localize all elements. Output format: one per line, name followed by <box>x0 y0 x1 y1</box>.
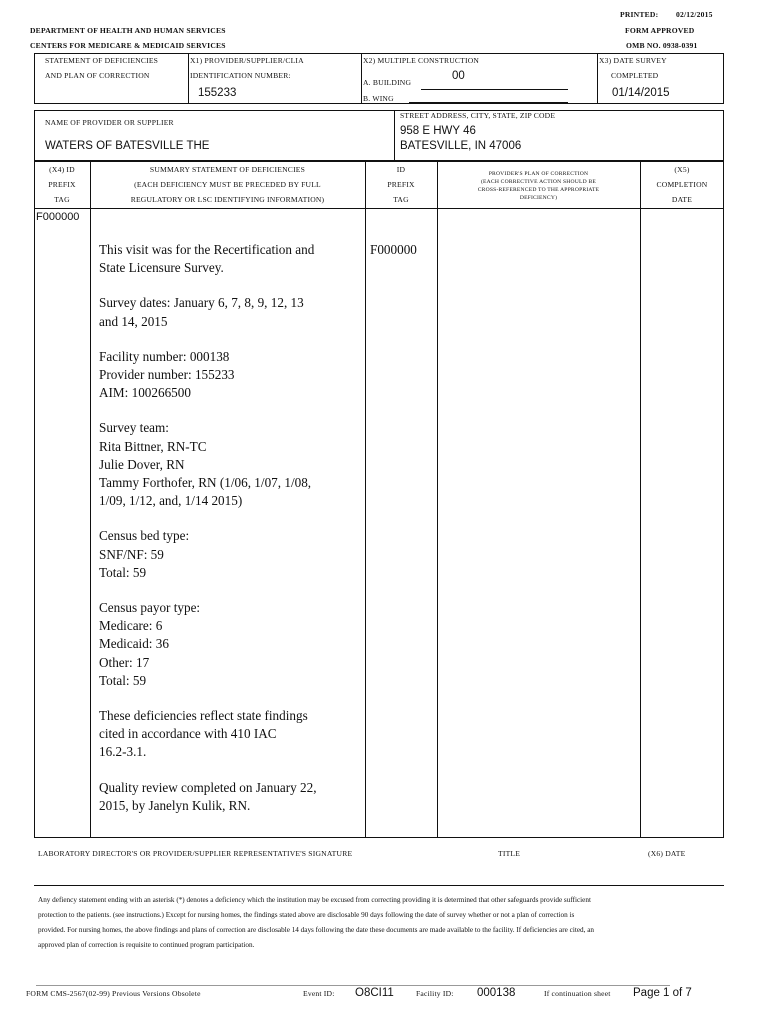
date-label: (X6) DATE <box>648 849 686 858</box>
col-plan-1: PROVIDER'S PLAN OF CORRECTION <box>488 171 589 177</box>
address-line-1: 958 E HWY 46 <box>400 125 476 137</box>
paragraph-visit: This visit was for the Recertification and State Licensure Survey. <box>99 242 315 276</box>
id-tag: F000000 <box>370 242 417 257</box>
building-label: A. BUILDING <box>363 78 412 87</box>
omb-number: OMB NO. 0938-0391 <box>626 41 698 50</box>
event-id-value: O8CI11 <box>355 987 394 999</box>
provider-name-value: WATERS OF BATESVILLE THE <box>45 140 210 152</box>
signature-label: LABORATORY DIRECTOR'S OR PROVIDER/SUPPLIER REPRESENTATIVE'S SIGNATURE <box>38 849 353 858</box>
building-underline <box>421 89 568 90</box>
col-summary-3: REGULATORY OR LSC IDENTIFYING INFORMATION) <box>130 195 325 204</box>
x1-label-2: IDENTIFICATION NUMBER: <box>190 71 291 80</box>
col-x4-2: PREFIX <box>48 180 76 189</box>
col-plan-2: (EACH CORRECTIVE ACTION SHOULD BE <box>480 179 597 185</box>
provider-name-label: NAME OF PROVIDER OR SUPPLIER <box>45 118 174 127</box>
paragraph-quality-review: Quality review completed on January 22, 2015, by Janelyn Kulik, RN. <box>99 779 317 813</box>
col-id-2: PREFIX <box>387 180 415 189</box>
building-value: 00 <box>452 70 465 82</box>
printed-label: PRINTED: <box>620 10 659 19</box>
footer-rule <box>36 985 670 986</box>
paragraph-dates: Survey dates: January 6, 7, 8, 9, 12, 13 and 14, 2015 <box>99 295 304 329</box>
form-approved: FORM APPROVED <box>625 26 695 35</box>
col-plan-3: CROSS-REFERENCED TO THE APPROPRIATE <box>477 187 600 193</box>
department-title: DEPARTMENT OF HEALTH AND HUMAN SERVICES <box>30 26 226 35</box>
summary-statement <box>99 241 361 815</box>
x2-label: X2) MULTIPLE CONSTRUCTION <box>363 56 480 65</box>
paragraph-findings: These deficiencies reflect state findings cited in accordance with 410 IAC 16.2-3.1. <box>99 708 308 760</box>
prefix-tag: F000000 <box>36 211 80 223</box>
col-plan-4: DEFICIENCY) <box>519 195 558 201</box>
col-id-3: TAG <box>393 195 409 204</box>
event-id-label: Event ID: <box>303 989 335 998</box>
disclaimer-text: Any defiency statement ending with an asterisk (*) denotes a deficiency which the institution may be excused from correcting providing it is determined that other safeguards provide sufficient protection to the patients. (see instructions.) Except for nursing homes, the findings stated above are disclosable 90 days following the date of survey whether or not a plan of correction is provided. For nursing homes, the above findings and plans of correction are disclosable 14 days following the date these documents are made available to the facility. If deficiencies are cited, an approved plan of correction is requisite to continued program participation. <box>38 896 594 949</box>
x1-label-1: X1) PROVIDER/SUPPLIER/CLIA <box>190 56 304 65</box>
signature-divider <box>34 885 724 886</box>
col-x5-1: (X5) <box>674 165 690 174</box>
col-x4-3: TAG <box>54 195 70 204</box>
col-summary-2: (EACH DEFICIENCY MUST BE PRECEDED BY FULL <box>134 180 321 189</box>
date-survey-value: 01/14/2015 <box>612 87 670 99</box>
statement-label-2: AND PLAN OF CORRECTION <box>45 71 150 80</box>
paragraph-facility: Facility number: 000138 Provider number: 155233 AIM: 100266500 <box>99 348 235 401</box>
continuation-label: If continuation sheet <box>544 989 611 998</box>
table-header-divider <box>34 208 724 209</box>
col-summary-1: SUMMARY STATEMENT OF DEFICIENCIES <box>149 165 306 174</box>
form-name: FORM CMS-2567(02-99) Previous Versions Obsolete <box>26 989 201 998</box>
paragraph-team: Survey team: Rita Bittner, RN-TC Julie Dover, RN Tammy Forthofer, RN (1/06, 1/07, 1/08, 1/09, 1/12, and, 1/14 2015) <box>99 420 312 509</box>
address-line-2: BATESVILLE, IN 47006 <box>400 140 522 152</box>
title-label: TITLE <box>498 849 521 858</box>
col-id-1: ID <box>396 165 406 174</box>
facility-id-value: 000138 <box>477 987 516 999</box>
x3-label-2: COMPLETED <box>611 71 659 80</box>
wing-label: B. WING <box>363 94 394 103</box>
wing-underline <box>409 102 568 103</box>
x3-label-1: X3) DATE SURVEY <box>599 56 667 65</box>
col-x5-2: COMPLETION <box>656 180 708 189</box>
page-number: Page 1 of 7 <box>633 987 692 999</box>
address-label: STREET ADDRESS, CITY, STATE, ZIP CODE <box>400 111 556 120</box>
facility-id-label: Facility ID: <box>416 989 454 998</box>
provider-id-value: 155233 <box>198 87 237 99</box>
paragraph-payor-type: Census payor type: Medicare: 6 Medicaid: 36 Other: 17 Total: 59 <box>99 600 201 688</box>
centers-title: CENTERS FOR MEDICARE & MEDICAID SERVICES <box>30 41 226 50</box>
printed-date: 02/12/2015 <box>676 10 713 19</box>
col-x5-3: DATE <box>671 195 693 204</box>
statement-label-1: STATEMENT OF DEFICIENCIES <box>45 56 159 65</box>
col-x4-1: (X4) ID <box>49 165 75 174</box>
paragraph-bed-type: Census bed type: SNF/NF: 59 Total: 59 <box>99 528 190 580</box>
